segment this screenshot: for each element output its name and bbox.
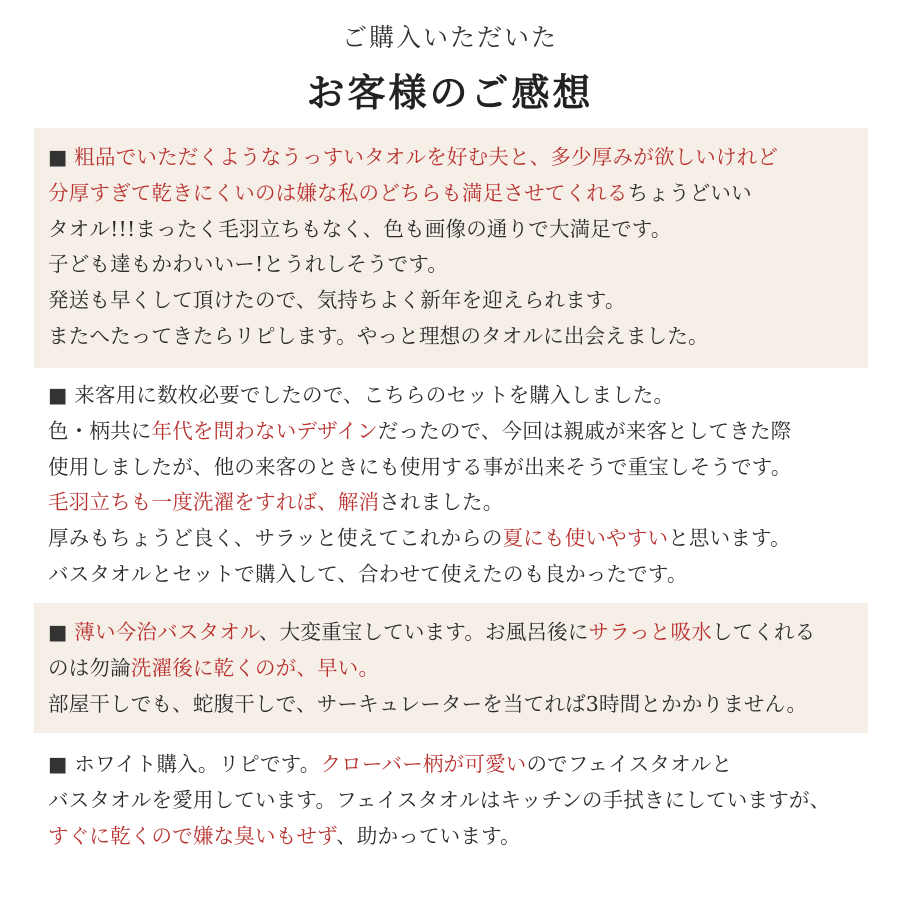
review-block — [34, 741, 868, 861]
review-text: 来客用に数枚必要でしたので、こちらのセットを購入しました。 — [74, 383, 675, 407]
review-text: またへたってきたらリピします。やっと理想のタオルに出会えました。 — [48, 323, 709, 348]
subtitle: ご購入いただいた — [341, 23, 558, 52]
review-line — [48, 557, 854, 593]
review-line — [48, 521, 854, 557]
review-text: 色・柄共に — [48, 418, 152, 443]
review-block — [34, 603, 868, 733]
review-line — [48, 747, 854, 783]
review-text: と思います。 — [668, 526, 791, 551]
review-text: バスタオルを愛用しています。フェイスタオルはキッチンの手拭きにしていますが、 — [48, 787, 831, 812]
review-text: ちょうどいい — [627, 180, 752, 205]
review-text: のでフェイスタオルと — [526, 752, 733, 776]
review-text: バスタオルとセットで購入して、合わせて使えたのも良かったです。 — [48, 561, 688, 586]
review-text: 、大変重宝しています。お風呂後に — [258, 620, 589, 644]
highlight-text: 毛羽立ちも一度洗濯をすれば、解消 — [48, 490, 380, 515]
review-line — [48, 651, 854, 687]
review-line — [48, 212, 854, 248]
highlight-text: 粗品でいただくようなうっすいタオルを好む夫と、多少厚みが欲しいけれど — [74, 145, 779, 169]
highlight-text: 夏にも使いやすい — [502, 526, 669, 551]
review-line — [48, 140, 854, 176]
review-text: 、助かっています。 — [336, 823, 521, 848]
bullet-square-icon: ■ — [48, 620, 75, 644]
page-title: お客様のご感想 — [306, 70, 594, 115]
review-text: されました。 — [379, 490, 504, 515]
review-text: 部屋干しでも、蛇腹干しで、サーキュレーターを当てれば3時間とかかりません。 — [48, 691, 808, 716]
review-text: のは勿論 — [48, 655, 131, 680]
review-text: だったので、今回は親戚が来客としてきた際 — [377, 418, 792, 443]
highlight-text: 薄い今治バスタオル — [74, 620, 259, 644]
bullet-square-icon: ■ — [48, 383, 75, 407]
review-line — [48, 485, 854, 521]
review-text: タオル!!!まったく毛羽立ちもなく、色も画像の通りで大満足です。 — [48, 216, 672, 241]
highlight-text: 分厚すぎて乾きにくいのは嫌な私のどちらも満足させてくれる — [48, 180, 628, 205]
review-line — [48, 319, 854, 355]
bullet-square-icon: ■ — [48, 145, 75, 169]
review-text: 使用しましたが、他の来客のときにも使用する事が出来そうで重宝しそうです。 — [48, 454, 792, 479]
review-line — [48, 176, 854, 212]
highlight-text: 洗濯後に乾くのが、早い。 — [130, 655, 380, 680]
highlight-text: クローバー柄が可愛い — [320, 752, 527, 776]
review-line — [48, 819, 854, 855]
review-block — [34, 372, 868, 598]
bullet-square-icon: ■ — [48, 752, 75, 776]
review-line — [48, 687, 854, 723]
review-line — [48, 615, 854, 651]
review-line — [48, 283, 854, 319]
review-text: 厚みもちょうど良く、サラッと使えてこれからの — [48, 526, 503, 551]
review-text: 発送も早くして頂けたので、気持ちよく新年を迎えられます。 — [48, 288, 626, 313]
highlight-text: すぐに乾くので嫌な臭いもせず — [48, 823, 337, 848]
review-line — [48, 378, 854, 414]
review-text: 子ども達もかわいいー!とうれしそうです。 — [48, 252, 449, 277]
review-line — [48, 783, 854, 819]
highlight-text: 年代を問わないデザイン — [151, 418, 378, 443]
review-line — [48, 414, 854, 450]
review-text: してくれる — [711, 620, 816, 644]
highlight-text: サラっと吸水 — [588, 620, 712, 644]
review-line — [48, 450, 854, 486]
review-block — [34, 128, 868, 368]
review-text: ホワイト購入。リピです。 — [74, 752, 321, 776]
review-line — [48, 247, 854, 283]
